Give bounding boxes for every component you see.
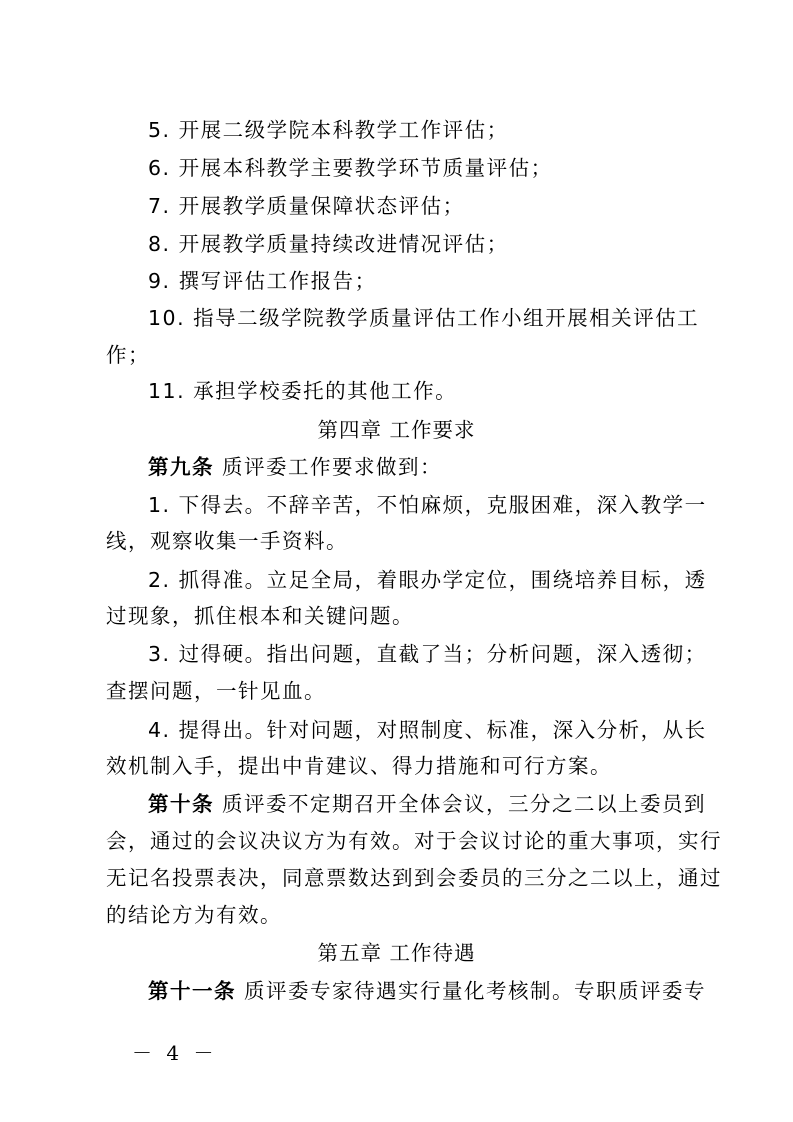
list-item: 10. 指导二级学院教学质量评估工作小组开展相关评估工 — [148, 306, 700, 330]
article-10-line: 无记名投票表决，同意票数达到到会委员的三分之二以上，通过 — [106, 866, 722, 890]
article-9 — [148, 448, 442, 486]
article-9-point-continuation: 过现象，抓住根本和关键问题。 — [106, 604, 414, 628]
list-item: 6. 开展本科教学主要教学环节质量评估； — [148, 156, 553, 180]
page-number: － 4 － — [132, 1041, 218, 1065]
article-11 — [148, 972, 706, 1010]
article-text: 质评委专家待遇实行量化考核制。专职质评委专 — [236, 979, 707, 1003]
article-label: 第十条 — [148, 792, 214, 816]
list-item-continuation: 作； — [106, 343, 150, 367]
article-9-point: 1. 下得去。不辞辛苦，不怕麻烦，克服困难，深入教学一 — [148, 493, 707, 517]
article-text: 质评委工作要求做到： — [214, 455, 443, 479]
article-9-point-continuation: 查摆问题，一针见血。 — [106, 679, 326, 703]
chapter-heading: 第五章 工作待遇 — [317, 941, 476, 965]
list-item: 8. 开展教学质量持续改进情况评估； — [148, 232, 509, 256]
article-10 — [148, 785, 706, 823]
chapter-heading: 第四章 工作要求 — [317, 418, 476, 442]
list-item: 5. 开展二级学院本科教学工作评估； — [148, 118, 509, 142]
article-10-line: 的结论方为有效。 — [106, 903, 282, 927]
article-9-point: 4. 提得出。针对问题，对照制度、标准，深入分析，从长 — [148, 718, 707, 742]
article-text: 质评委不定期召开全体会议，三分之二以上委员到 — [214, 792, 707, 816]
article-10-line: 会，通过的会议决议方为有效。对于会议讨论的重大事项，实行 — [106, 829, 722, 853]
article-9-point-continuation: 线，观察收集一手资料。 — [106, 529, 348, 553]
article-9-point-continuation: 效机制入手，提出中肯建议、得力措施和可行方案。 — [106, 754, 612, 778]
article-label: 第九条 — [148, 455, 214, 479]
article-9-point: 2. 抓得准。立足全局，着眼办学定位，围绕培养目标，透 — [148, 568, 707, 592]
article-label: 第十一条 — [148, 979, 236, 1003]
list-item: 7. 开展教学质量保障状态评估； — [148, 194, 465, 218]
article-9-point: 3. 过得硬。指出问题，直截了当；分析问题，深入透彻； — [148, 642, 707, 666]
list-item: 11. 承担学校委托的其他工作。 — [148, 379, 458, 403]
list-item: 9. 撰写评估工作报告； — [148, 269, 377, 293]
